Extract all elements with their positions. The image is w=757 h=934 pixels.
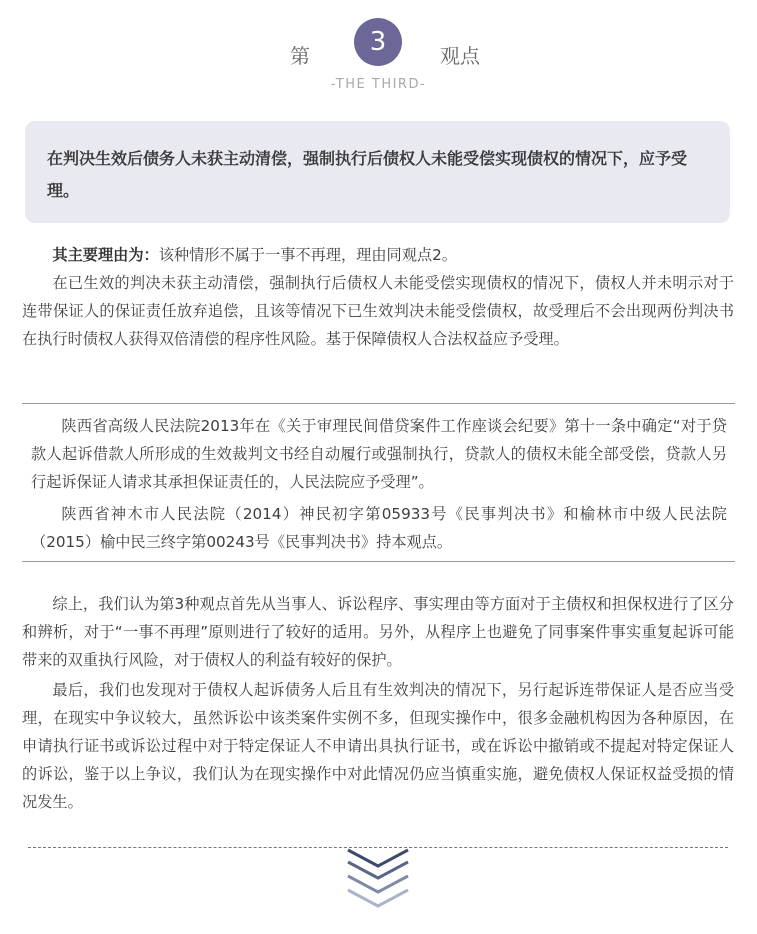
section-number-badge: 3 <box>354 18 402 66</box>
body-paragraph: 在已生效的判决未获主动清偿，强制执行后债权人未能受偿实现债权的情况下，债权人并未明示对于连带保证人的保证责任放弃追偿，且该等情况下已生效判决未能受偿债权，故受理后不会出现两份判决书在执行时债权人获得双倍清偿的程序性风险。基于保障债权人合法权益应予受理。 <box>22 274 734 348</box>
viewpoint-highlight-box <box>25 121 730 223</box>
summary-paragraph: 综上，我们认为第3种观点首先从当事人、诉讼程序、事实理由等方面对于主债权和担保权进行了区分和辨析，对于“一事不再理”原则进行了较好的适用。另外，从程序上也避免了同事案件事实重复起诉可能带来的双重执行风险，对于债权人的利益有较好的保护。 <box>22 595 734 669</box>
case-quote-2: 陕西省神木市人民法院（2014）神民初字第05933号《民事判决书》和榆林市中级人民法院（2015）榆中民三终字第00243号《民事判决书》持本观点。 <box>31 505 727 551</box>
header-suffix: 观点 <box>440 44 480 68</box>
reason-text: 该种情形不属于一事不再理，理由同观点2。 <box>158 246 457 264</box>
header-subtitle: -THE THIRD- <box>330 77 427 92</box>
final-paragraph: 最后，我们也发现对于债权人起诉债务人后且有生效判决的情况下，另行起诉连带保证人是否应当受理，在现实中争议较大，虽然诉讼中该类案件实例不多，但现实操作中，很多金融机构因为各种原因，在申请执行证书或诉讼过程中对于特定保证人不申请出具执行证书，或在诉讼中撤销或不提起对特定保证人的诉讼，鉴于以上争议，我们认为在现实操作中对此情况仍应当慎重实施，避免债权人保证权益受损的情况发生。 <box>22 681 734 811</box>
header-prefix: 第 <box>290 44 310 68</box>
reason-paragraph <box>22 241 734 269</box>
reason-label: 其主要理由为： <box>52 246 159 264</box>
divider-bottom <box>22 561 735 562</box>
divider-top <box>22 403 735 404</box>
chevron-stroke-1 <box>348 850 408 866</box>
case-quote-1: 陕西省高级人民法院2013年在《关于审理民间借贷案件工作座谈会纪要》第十一条中确定“对于贷款人起诉借款人所形成的生效裁判文书经自动履行或强制执行，贷款人的债权未能全部受偿，贷款人另行起诉保证人请求其承担保证责任的，人民法院应予受理”。 <box>31 417 727 491</box>
section-header <box>0 0 757 100</box>
chevron-down-icon <box>346 846 410 916</box>
viewpoint-statement: 在判决生效后债务人未获主动清偿，强制执行后债权人未能受偿实现债权的情况下，应予受理。 <box>47 149 688 200</box>
